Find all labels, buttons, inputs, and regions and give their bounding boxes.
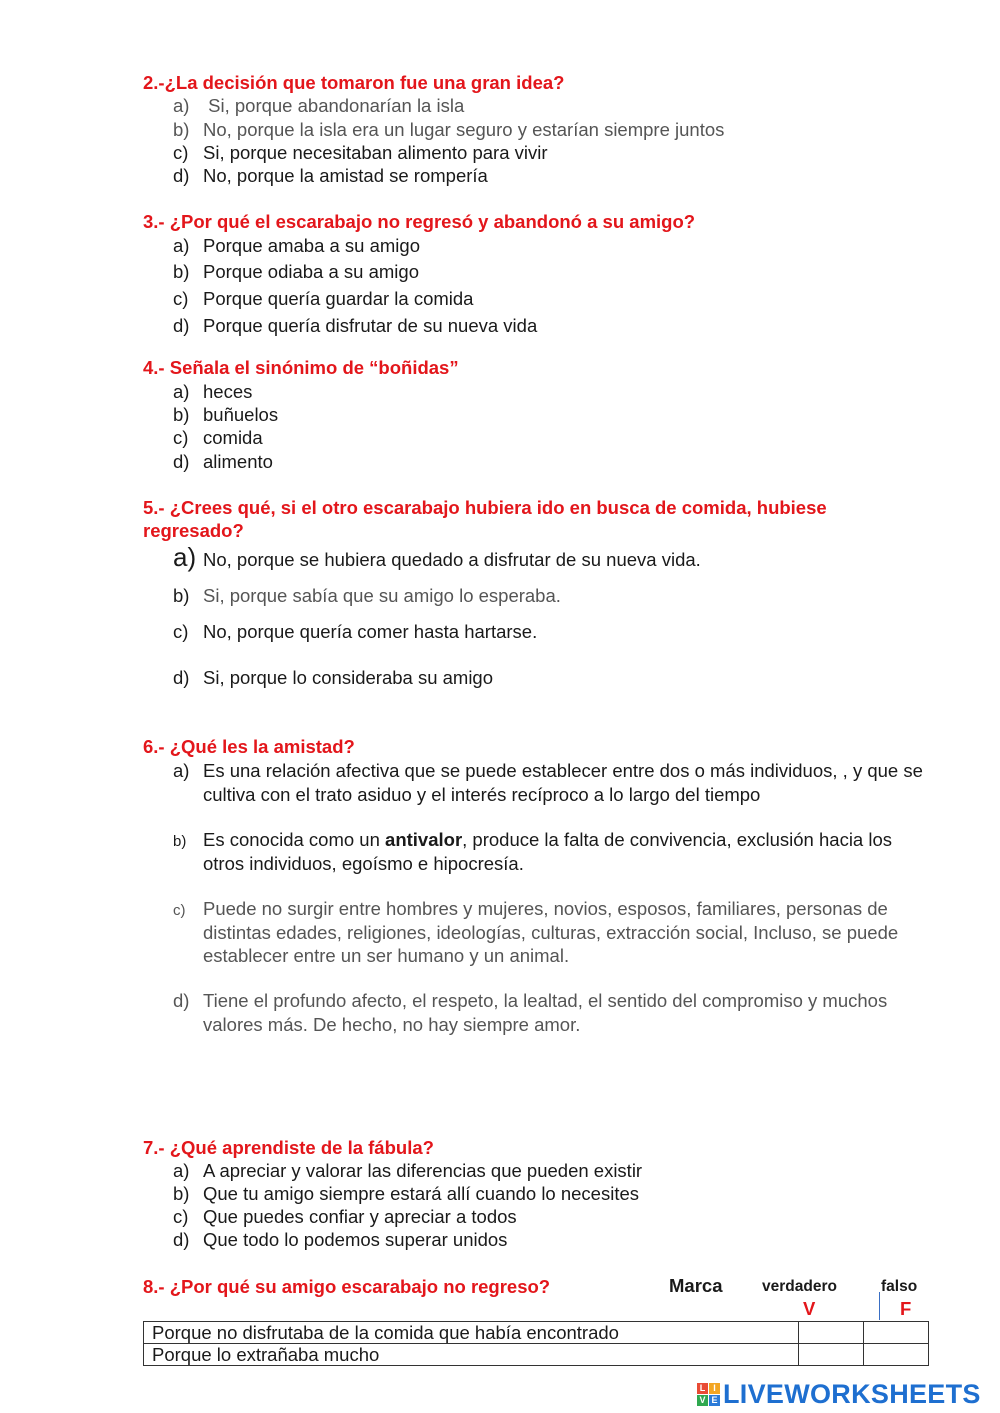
liveworksheets-logo-icon: L I V E	[697, 1383, 720, 1406]
q4-option-d[interactable]: d) alimento	[173, 451, 273, 472]
q5-option-a[interactable]: a) No, porque se hubiera quedado a disfrutar de su nueva vida.	[173, 542, 701, 572]
marca-label: Marca	[669, 1275, 723, 1296]
q7-option-d[interactable]: d) Que todo lo podemos superar unidos	[173, 1229, 508, 1250]
q7-option-a[interactable]: a) A apreciar y valorar las diferencias que pueden existir	[173, 1160, 643, 1181]
question-4-title: 4.- Señala el sinónimo de “boñidas”	[143, 357, 459, 378]
q6-option-b[interactable]: b) Es conocida como un antivalor, produce la falta de convivencia, exclusión hacia los otros individuos, egoísmo e hipocresía.	[173, 829, 893, 874]
true-checkbox-cell[interactable]	[799, 1344, 864, 1366]
q3-option-b[interactable]: b) Porque odiaba a su amigo	[173, 261, 419, 282]
table-row	[144, 1344, 929, 1366]
q4-option-a[interactable]: a) heces	[173, 381, 253, 402]
q5-option-b[interactable]: b) Si, porque sabía que su amigo lo esperaba.	[173, 585, 561, 606]
q3-option-d[interactable]: d) Porque quería disfrutar de su nueva vida	[173, 315, 538, 336]
liveworksheets-logo[interactable]	[697, 1379, 981, 1410]
false-checkbox-cell[interactable]	[864, 1344, 929, 1366]
question-5-title-line1: 5.- ¿Crees qué, si el otro escarabajo hubiera ido en busca de comida, hubiese	[143, 497, 827, 518]
question-5-title-line2: regresado?	[143, 520, 244, 541]
q2-option-b[interactable]: b) No, porque la isla era un lugar seguro y estarían siempre juntos	[173, 118, 725, 140]
q6-option-d[interactable]: d) Tiene el profundo afecto, el respeto, la lealtad, el sentido del compromiso y muchos valores más. De hecho, no hay siempre amor.	[173, 990, 888, 1035]
true-false-table	[143, 1321, 929, 1366]
statement-cell: Porque no disfrutaba de la comida que había encontrado	[144, 1322, 799, 1344]
v-label: V	[803, 1298, 816, 1319]
q5-option-c[interactable]: c) No, porque quería comer hasta hartarse.	[173, 621, 538, 642]
q2-option-d[interactable]: d) No, porque la amistad se rompería	[173, 165, 488, 186]
q7-option-b[interactable]: b) Que tu amigo siempre estará allí cuando lo necesites	[173, 1183, 640, 1204]
q7-option-c[interactable]: c) Que puedes confiar y apreciar a todos	[173, 1206, 517, 1227]
false-checkbox-cell[interactable]	[864, 1322, 929, 1344]
question-7-title: 7.- ¿Qué aprendiste de la fábula?	[143, 1137, 434, 1158]
question-6-title: 6.- ¿Qué les la amistad?	[143, 736, 355, 757]
statement-cell: Porque lo extrañaba mucho	[144, 1344, 799, 1366]
true-checkbox-cell[interactable]	[799, 1322, 864, 1344]
question-3-title: 3.- ¿Por qué el escarabajo no regresó y abandonó a su amigo?	[143, 211, 696, 232]
q4-option-b[interactable]: b) buñuelos	[173, 404, 279, 425]
f-label: F	[900, 1298, 912, 1319]
table-row	[144, 1322, 929, 1344]
falso-column-marker	[879, 1292, 880, 1320]
q6-option-a[interactable]: a) Es una relación afectiva que se puede establecer entre dos o más individuos, , y que se cultiva con el trato asiduo y el interés recíproco a lo largo del tiempo	[173, 760, 923, 805]
q5-option-d[interactable]: d) Si, porque lo consideraba su amigo	[173, 667, 494, 688]
q3-option-a[interactable]: a) Porque amaba a su amigo	[173, 235, 420, 256]
q2-option-a[interactable]: a) Si, porque abandonarían la isla	[173, 95, 465, 116]
liveworksheets-logo-text: LIVEWORKSHEETS	[723, 1379, 981, 1409]
q2-option-c[interactable]: c) Si, porque necesitaban alimento para vivir	[173, 142, 548, 163]
question-2-title: 2.-¿La decisión que tomaron fue una gran idea?	[143, 72, 565, 93]
verdadero-label: verdadero	[762, 1278, 837, 1295]
q3-option-c[interactable]: c) Porque quería guardar la comida	[173, 288, 474, 309]
question-8-title: 8.- ¿Por qué su amigo escarabajo no regreso?	[143, 1276, 551, 1297]
falso-label: falso	[881, 1278, 918, 1295]
q6-option-c[interactable]: c) Puede no surgir entre hombres y mujeres, novios, esposos, familiares, personas de distintas edades, religiones, ideologías, culturas, extracción social, Incluso, se puede establecer entre un ser humano y un animal.	[173, 898, 899, 966]
q4-option-c[interactable]: c) comida	[173, 427, 263, 448]
